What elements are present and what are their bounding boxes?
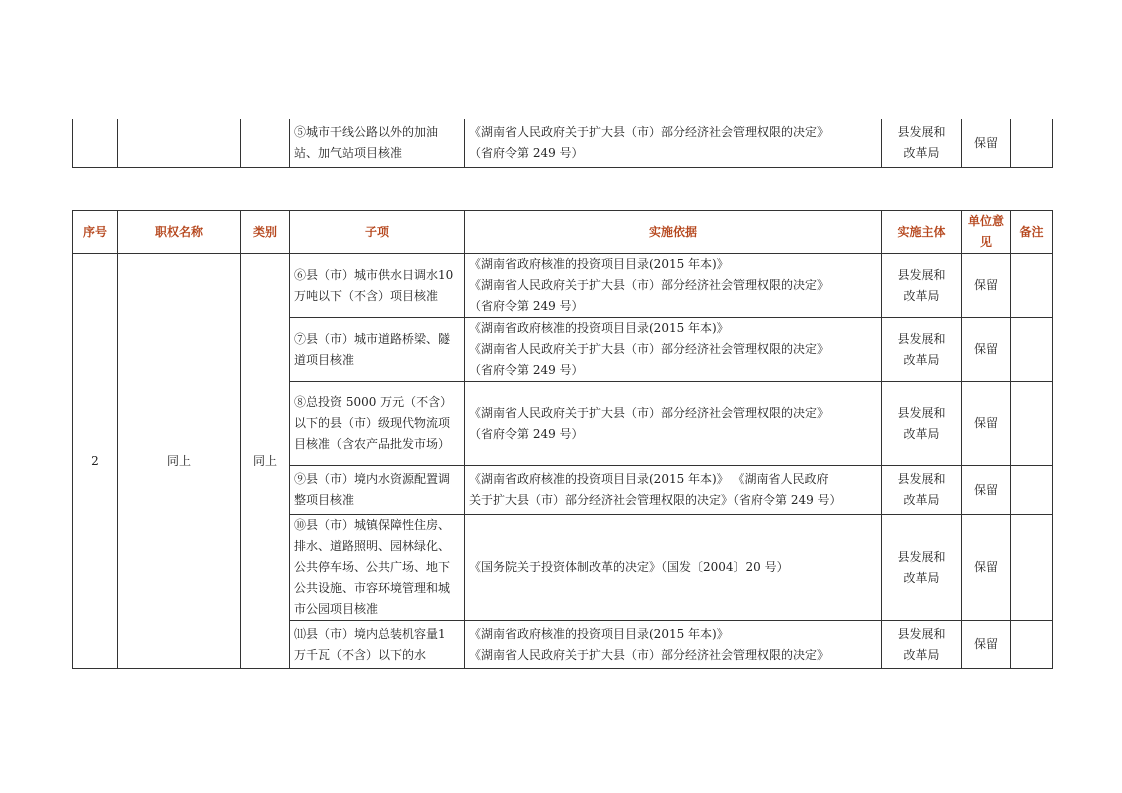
header-no: 序号 — [73, 211, 118, 254]
cell-basis — [465, 254, 882, 318]
subject-line: 县发展和 — [897, 331, 946, 346]
cell-opinion: 保留 — [962, 254, 1011, 318]
basis-line: 《湖南省人民政府关于扩大县（市）部分经济社会管理权限的决定》 — [469, 647, 830, 662]
cell-category — [241, 119, 290, 168]
continuation-table — [72, 119, 1053, 168]
cell-note — [1011, 254, 1053, 318]
cell-sub: ⑧总投资 5000 万元（不含）以下的县（市）级现代物流项目核准（含农产品批发市场） — [290, 382, 465, 466]
cell-basis — [465, 621, 882, 669]
subject-line: 县发展和 — [897, 405, 946, 420]
basis-line: 《国务院关于投资体制改革的决定》（国发〔2004〕20 号） — [469, 560, 789, 574]
basis-line: 《湖南省人民政府关于扩大县（市）部分经济社会管理权限的决定》 — [469, 405, 830, 420]
subject-line: 改革局 — [903, 288, 940, 303]
basis-line: （省府令第 249 号） — [469, 299, 584, 313]
cell-note — [1011, 515, 1053, 621]
subject-line: 改革局 — [903, 146, 940, 160]
cell-sub: ⑩县（市）城镇保障性住房、排水、道路照明、园林绿化、公共停车场、公共广场、地下公共设施、市容环境管理和城市公园项目核准 — [290, 515, 465, 621]
cell-basis — [465, 515, 882, 621]
cell-opinion: 保留 — [962, 515, 1011, 621]
cell-opinion: 保留 — [962, 621, 1011, 669]
cell-subject — [882, 382, 962, 466]
cell-sub: ⑤城市干线公路以外的加油站、加气站项目核准 — [290, 119, 465, 168]
cell-basis — [465, 466, 882, 515]
header-name: 职权名称 — [118, 211, 241, 254]
basis-line: 关于扩大县（市）部分经济社会管理权限的决定》（省府令第 249 号） — [469, 493, 842, 507]
header-subject: 实施主体 — [882, 211, 962, 254]
basis-line: 《湖南省人民政府关于扩大县（市）部分经济社会管理权限的决定》 — [469, 125, 830, 139]
cell-note — [1011, 466, 1053, 515]
cell-subject — [882, 466, 962, 515]
main-table — [72, 210, 1053, 669]
cell-opinion: 保留 — [962, 318, 1011, 382]
header-note: 备注 — [1011, 211, 1053, 254]
cell-note — [1011, 382, 1053, 466]
subject-line: 改革局 — [903, 493, 940, 507]
cell-basis — [465, 119, 882, 168]
subject-line: 改革局 — [903, 352, 940, 367]
cell-category: 同上 — [241, 254, 290, 669]
cell-subject — [882, 515, 962, 621]
cell-sub: ⑦县（市）城市道路桥梁、隧道项目核准 — [290, 318, 465, 382]
subject-line: 县发展和 — [897, 267, 946, 282]
table-row — [73, 254, 1053, 318]
basis-line: 《湖南省人民政府关于扩大县（市）部分经济社会管理权限的决定》 — [469, 278, 830, 292]
header-category: 类别 — [241, 211, 290, 254]
basis-line: 《湖南省政府核准的投资项目目录(2015 年本)》 《湖南省人民政府 — [469, 472, 829, 486]
basis-line: 《湖南省人民政府关于扩大县（市）部分经济社会管理权限的决定》 — [469, 342, 830, 356]
cell-subject — [882, 621, 962, 669]
cell-note — [1011, 119, 1053, 168]
cell-name: 同上 — [118, 254, 241, 669]
header-opinion: 单位意见 — [962, 211, 1011, 254]
cell-subject — [882, 119, 962, 168]
subject-line: 改革局 — [903, 426, 940, 441]
subject-line: 改革局 — [903, 647, 940, 662]
cell-no: 2 — [73, 254, 118, 669]
cell-opinion: 保留 — [962, 466, 1011, 515]
cell-sub: ⑥县（市）城市供水日调水10万吨以下（不含）项目核准 — [290, 254, 465, 318]
cell-opinion: 保留 — [962, 382, 1011, 466]
subject-line: 县发展和 — [897, 125, 946, 139]
header-basis: 实施依据 — [465, 211, 882, 254]
cell-opinion: 保留 — [962, 119, 1011, 168]
basis-line: （省府令第 249 号） — [469, 146, 584, 160]
subject-line: 县发展和 — [897, 472, 946, 486]
cell-name — [118, 119, 241, 168]
cell-subject — [882, 318, 962, 382]
cell-subject — [882, 254, 962, 318]
header-sub: 子项 — [290, 211, 465, 254]
basis-line: 《湖南省政府核准的投资项目目录(2015 年本)》 — [469, 321, 729, 335]
cell-sub: ⑾县（市）境内总装机容量1 万千瓦（不含）以下的水 — [290, 621, 465, 669]
cell-sub: ⑨县（市）境内水资源配置调整项目核准 — [290, 466, 465, 515]
subject-line: 改革局 — [903, 570, 940, 585]
basis-line: （省府令第 249 号） — [469, 363, 584, 377]
basis-line: 《湖南省政府核准的投资项目目录(2015 年本)》 — [469, 626, 729, 641]
subject-line: 县发展和 — [897, 626, 946, 641]
cell-basis — [465, 382, 882, 466]
cell-basis — [465, 318, 882, 382]
table-row — [73, 119, 1053, 168]
basis-line: （省府令第 249 号） — [469, 426, 584, 441]
header-row — [73, 211, 1053, 254]
basis-line: 《湖南省政府核准的投资项目目录(2015 年本)》 — [469, 257, 729, 271]
subject-line: 县发展和 — [897, 549, 946, 564]
cell-note — [1011, 621, 1053, 669]
cell-note — [1011, 318, 1053, 382]
cell-no — [73, 119, 118, 168]
